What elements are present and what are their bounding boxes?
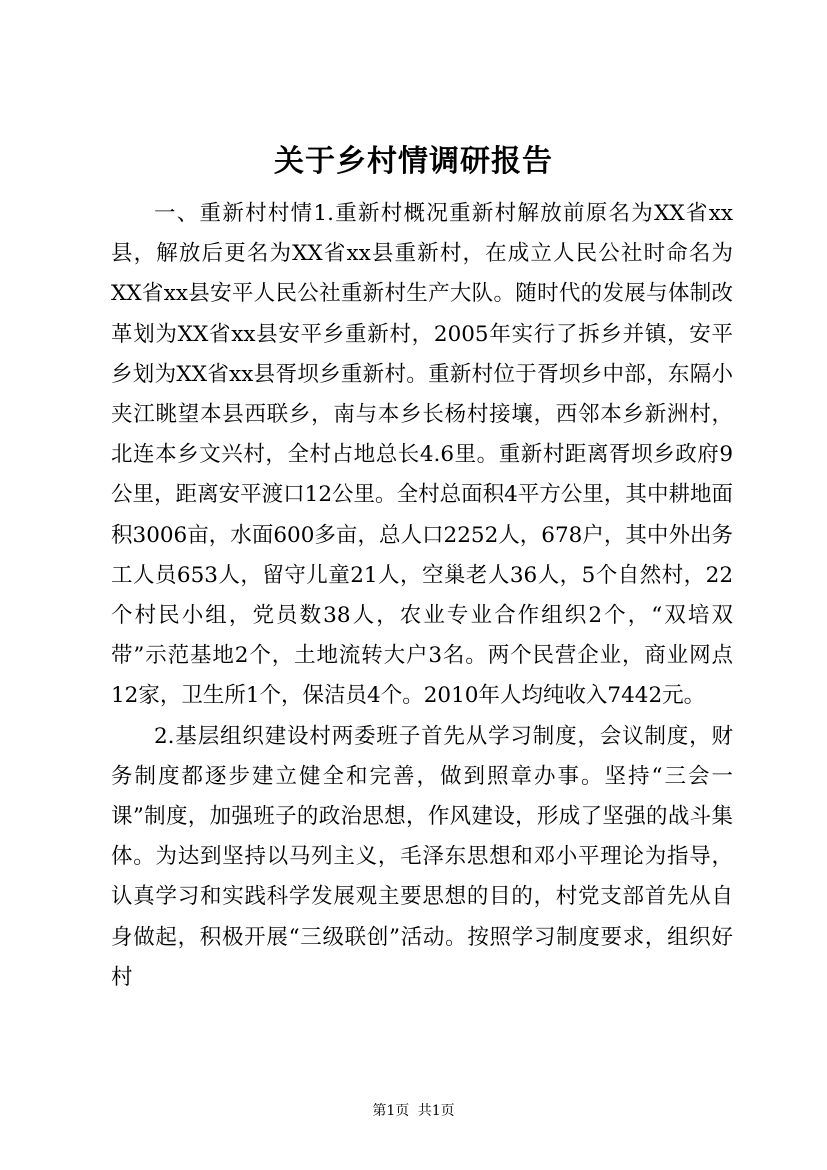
document-body xyxy=(111,194,733,998)
document-title: 关于乡村情调研报告 xyxy=(274,144,553,179)
paragraph-village-overview: 一、重新村村情1.重新村概况重新村解放前原名为XX省xx县，解放后更名为XX省xx县重新村，在成立人民公社时命名为XX省xx县安平人民公社重新村生产大队。随时代的发展与体制改革划为XX省xx县安平乡重新村，2005年实行了拆乡并镇，安平乡划为XX省xx县胥坝乡重新村。重新村位于胥坝乡中部，东隔小夹江眺望本县西联乡，南与本乡长杨村接壤，西邻本乡新洲村，北连本乡文兴村，全村占地总长4.6里。重新村距离胥坝乡政府9公里，距离安平渡口12公里。全村总面积4平方公里，其中耕地面积3006亩，水面600多亩，总人口2252人，678户，其中外出务工人员653人，留守儿童21人，空巢老人36人，5个自然村，22个村民小组，党员数38人，农业专业合作组织2个，“双培双带”示范基地2个，土地流转大户3名。两个民营企业，商业网点12家，卫生所1个，保洁员4个。2010年人均纯收入7442元。 xyxy=(111,201,733,709)
page-footer xyxy=(0,1101,827,1121)
page-total: 共1页 xyxy=(417,1103,455,1119)
paragraph-grassroots-organization: 2.基层组织建设村两委班子首先从学习制度，会议制度，财务制度都逐步建立健全和完善，做到照章办事。坚持“三会一课”制度，加强班子的政治思想，作风建设，形成了坚强的战斗集体。为达到坚持以马列主义，毛泽东思想和邓小平理论为指导，认真学习和实践科学发展观主要思想的目的，村党支部首先从自身做起，积极开展“三级联创”活动。按照学习制度要求，组织好村 xyxy=(111,723,733,990)
page-number: 第1页 xyxy=(372,1103,410,1119)
